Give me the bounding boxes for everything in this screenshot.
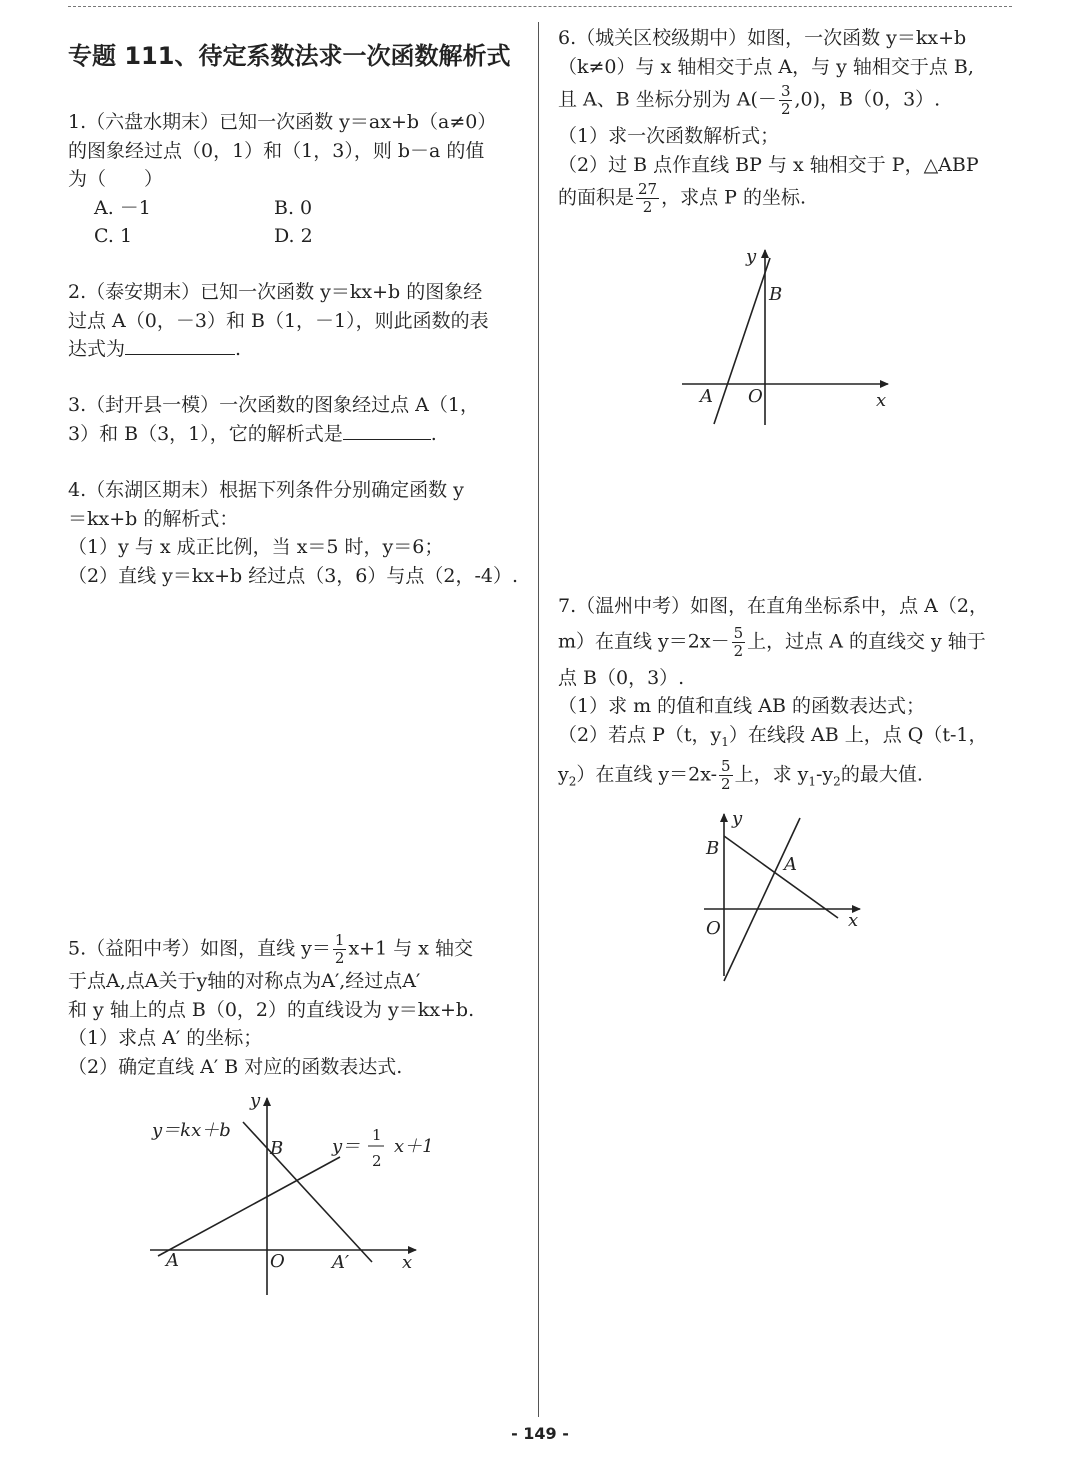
label-half-x-plus-1-b: x＋1	[394, 1136, 434, 1157]
frac-denominator: 2	[642, 198, 653, 216]
q3-line	[68, 420, 479, 449]
q5-line: （2）确定直线 A′ B 对应的函数表达式.	[68, 1055, 403, 1078]
q1-option-a: A. －1	[94, 196, 151, 219]
q7-subscript: 2	[568, 774, 577, 789]
q3-answer-blank[interactable]	[343, 421, 431, 440]
q6-line: （1）求一次函数解析式；	[558, 125, 780, 147]
q6-text: 的面积是	[558, 186, 635, 209]
q4-line: 4.（东湖区期末）根据下列条件分别确定函数 y	[68, 479, 464, 501]
q1-line: 1.（六盘水期末）已知一次函数 y＝ax+b（a≠0）	[68, 111, 497, 133]
q2-line	[68, 335, 489, 364]
x-axis-label: x	[848, 910, 859, 931]
q7-text: ）在直线 y＝2x-	[576, 763, 718, 786]
q7-subscript: 2	[833, 774, 841, 789]
q5-line: 于点A,点A关于y轴的对称点为A′,经过点A′	[68, 970, 421, 992]
top-dashed-rule	[68, 6, 1012, 7]
q6-line: 6.（城关区校级期中）如图，一次函数 y＝kx+b	[558, 27, 967, 49]
frac-numerator: 3	[780, 82, 791, 100]
point-a-label: A	[784, 854, 797, 875]
q5-fraction	[333, 932, 347, 967]
y-axis-label: y	[250, 1090, 261, 1111]
q2-line: 过点 A（0，－3）和 B（1，－1），则此函数的表	[68, 309, 489, 332]
point-a-label: A	[700, 386, 713, 407]
q2-line: 2.（泰安期末）已知一次函数 y＝kx+b 的图象经	[68, 281, 483, 303]
line-ab	[724, 836, 838, 918]
frac-denominator: 2	[733, 641, 744, 660]
frac-denominator: 2	[721, 774, 731, 793]
point-a-prime-label: A′	[332, 1252, 350, 1273]
q6-text: ，求点 P 的坐标.	[661, 186, 807, 209]
label-half-den: 2	[372, 1152, 382, 1170]
q5-text: 5.（益阳中考）如图，直线 y＝	[68, 937, 331, 960]
q5-text: x+1 与 x 轴交	[348, 937, 474, 960]
q2-line-text: 达式为	[68, 338, 126, 360]
point-b-label: B	[706, 838, 720, 859]
q7-line: （1）求 m 的值和直线 AB 的函数表达式；	[558, 695, 925, 717]
q7-text: 上，过点 A 的直线交 y 轴于	[747, 630, 986, 652]
question-4	[68, 476, 518, 590]
q3-end: .	[430, 422, 437, 445]
q7-line: 点 B（0，3）.	[558, 666, 685, 689]
q7-figure	[700, 806, 870, 988]
question-1	[68, 108, 496, 251]
question-3	[68, 391, 479, 448]
q6-fraction	[636, 181, 659, 216]
q5-line: 和 y 轴上的点 B（0，2）的直线设为 y＝kx+b.	[68, 998, 475, 1021]
q5-figure	[140, 1090, 440, 1300]
point-a-label: A	[166, 1250, 179, 1271]
q6-figure	[672, 240, 902, 430]
q7-text: 上，求 y	[734, 763, 809, 786]
question-2	[68, 278, 489, 364]
q7-fraction	[719, 758, 733, 793]
q4-line: （1）y 与 x 成正比例，当 x＝5 时，y＝6；	[68, 536, 444, 558]
q6-line: （k≠0）与 x 轴相交于点 A，与 y 轴相交于点 B,	[558, 55, 974, 78]
q1-option-c: C. 1	[94, 225, 133, 247]
frac-numerator: 5	[733, 623, 744, 642]
x-axis-label: x	[402, 1252, 413, 1273]
q7-text: （2）若点 P（t，y	[558, 723, 722, 746]
q4-line: ＝kx+b 的解析式：	[68, 507, 239, 530]
q7-text: m）在直线 y＝2x－	[558, 630, 730, 652]
q6-line: （2）过 B 点作直线 BP 与 x 轴相交于 P，△ABP	[558, 153, 979, 176]
q7-subscript: 1	[808, 774, 817, 789]
point-b-label: B	[769, 284, 783, 305]
label-kx-plus-b: y＝kx＋b	[152, 1120, 231, 1141]
page-title: 专题 111、待定系数法求一次函数解析式	[68, 42, 511, 70]
label-half-num: 1	[372, 1126, 382, 1144]
q3-line: 3.（封开县一模）一次函数的图象经过点 A（1，	[68, 394, 479, 416]
question-5	[68, 932, 474, 1081]
question-7	[558, 592, 988, 796]
origin-label: O	[270, 1251, 285, 1272]
q7-text: 的最大值.	[840, 763, 923, 786]
q1-option-d: D. 2	[274, 225, 313, 247]
q7-subscript: 1	[721, 734, 729, 749]
q1-line: 为（ ）	[68, 168, 164, 190]
frac-denominator: 2	[780, 100, 791, 118]
point-b-label: B	[270, 1138, 284, 1159]
q2-answer-blank[interactable]	[125, 336, 235, 355]
q6-line-3	[558, 83, 979, 118]
q2-end: .	[235, 338, 242, 360]
q7-line-2	[558, 625, 988, 660]
q3-line-text: 3）和 B（3，1），它的解析式是	[68, 422, 343, 445]
q6-fraction	[779, 83, 793, 118]
frac-numerator: 1	[334, 931, 345, 949]
line-y-half-x-plus-1	[158, 1157, 340, 1256]
origin-label: O	[748, 386, 763, 407]
frac-numerator: 27	[638, 180, 658, 198]
q7-text: y	[558, 763, 569, 786]
label-half-x-plus-1-a: y＝	[332, 1136, 361, 1157]
q1-options-row	[68, 222, 496, 251]
x-axis-label: x	[876, 390, 887, 411]
q5-line: （1）求点 A′ 的坐标；	[68, 1027, 263, 1049]
q7-text: -y	[816, 763, 834, 786]
q4-line: （2）直线 y＝kx+b 经过点（3，6）与点（2，-4）.	[68, 564, 519, 587]
q5-line-1	[68, 932, 474, 967]
q1-option-b: B. 0	[274, 196, 313, 219]
y-axis-label: y	[746, 246, 757, 267]
q7-line: 7.（温州中考）如图，在直角坐标系中，点 A（2，	[558, 595, 988, 617]
q6-line-6	[558, 181, 979, 216]
q7-line-5	[558, 721, 988, 756]
q6-text: ,0)，B（0，3）.	[794, 88, 941, 111]
q7-text: ）在线段 AB 上，点 Q（t-1，	[728, 723, 988, 746]
q1-options-row	[68, 194, 496, 223]
q7-fraction	[732, 625, 746, 660]
column-divider	[538, 22, 539, 1417]
question-6	[558, 24, 979, 216]
q7-line-6	[558, 758, 988, 796]
frac-numerator: 5	[721, 756, 731, 775]
origin-label: O	[706, 918, 721, 939]
line-y-2x-minus-5-over-2	[724, 818, 800, 981]
q1-line: 的图象经过点（0，1）和（1，3），则 b－a 的值	[68, 139, 485, 162]
q6-text: 且 A、B 坐标分别为 A(－	[558, 88, 777, 111]
y-axis-label: y	[732, 808, 743, 829]
frac-denominator: 2	[334, 949, 345, 967]
page-number: - 149 -	[511, 1424, 569, 1443]
